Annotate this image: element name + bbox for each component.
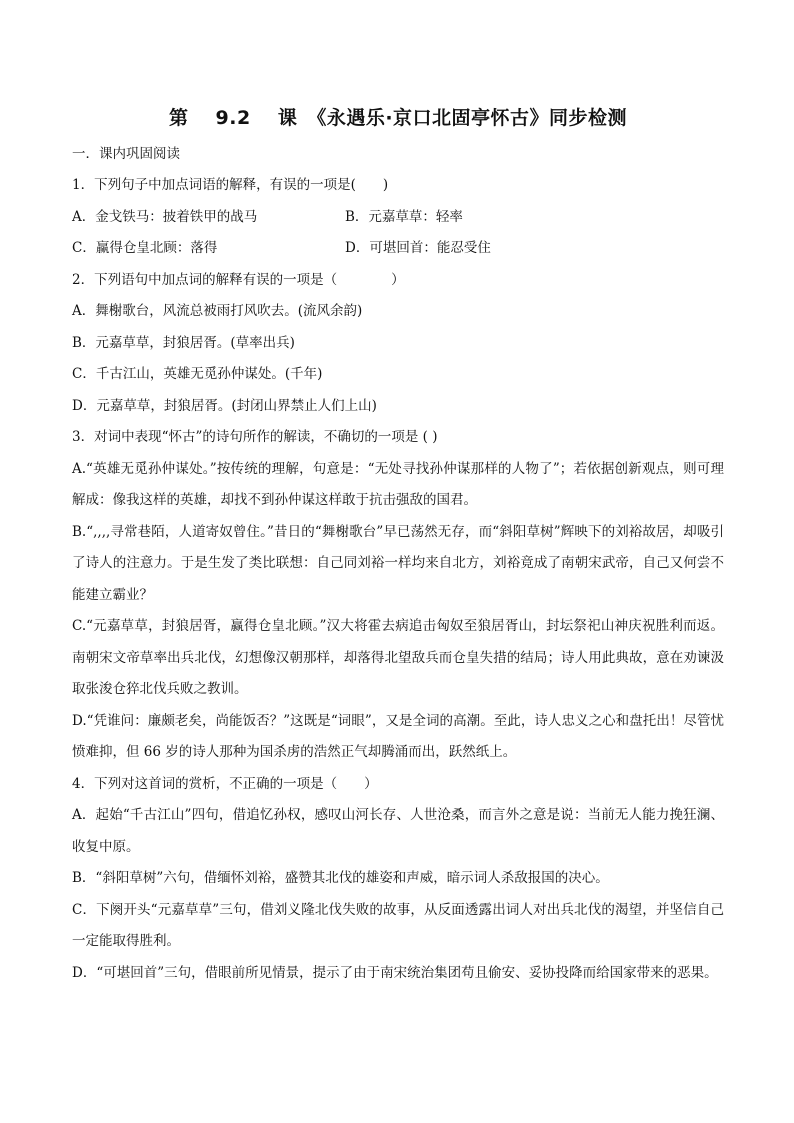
question-stem: 3．对词中表现“怀古”的诗句所作的解读，不确切的一项是 ( ) — [72, 429, 438, 445]
option-a: A.“英雄无觅孙仲谋处。”按传统的理解，句意是：“无处寻找孙仲谋那样的人物了”；若依据创新观点，则可理解成：像我这样的英雄，却找不到孙仲谋这样敢于抗击强敌的国君。 — [72, 460, 724, 508]
question-1 — [72, 170, 724, 265]
option-d: D．元嘉草草，封狼居胥。(封闭山界禁止人们上山) — [72, 397, 377, 414]
option-c: C.“元嘉草草，封狼居胥，赢得仓皇北顾。”汉大将霍去病追击匈奴至狼居胥山，封坛祭祀山神庆祝胜利而返。南朝宋文帝草率出兵北伐，幻想像汉朝那样，却落得北望敌兵而仓皇失措的结局；诗人用此典故，意在劝谏汲取张浚仓猝北伐兵败之教训。 — [72, 618, 724, 697]
section-heading: 一．课内巩固阅读 — [72, 146, 180, 162]
option-b: B.“,,,,寻常巷陌，人道寄奴曾住。”昔日的“舞榭歌台”早已荡然无存，而“斜阳草树”辉映下的刘裕故居，却吸引了诗人的注意力。于是生发了类比联想：自己同刘裕一样均来自北方，刘裕竟成了南朝宋武帝，自己又何尝不能建立霸业？ — [72, 523, 724, 603]
option-a: A．金戈铁马：披着铁甲的战马 — [72, 208, 258, 225]
option-a: A．起始“千古江山”四句，借追忆孙权，感叹山河长存、人世沧桑，而言外之意是说：当前无人能力挽狂澜、收复中原。 — [72, 807, 724, 855]
document-page — [72, 104, 724, 989]
question-stem: 2．下列语句中加点词的解释有误的一项是（ ） — [72, 271, 405, 288]
option-c: C．下阕开头“元嘉草草”三句，借刘义隆北伐失败的故事，从反面透露出词人对出兵北伐的渴望，并坚信自己一定能取得胜利。 — [72, 901, 724, 949]
option-c: C．千古江山，英雄无觅孙仲谋处。(千年) — [72, 366, 323, 382]
option-row — [72, 233, 724, 265]
option-b: B．“斜阳草树”六句，借缅怀刘裕，盛赞其北伐的雄姿和声威，暗示词人杀敌报国的决心。 — [72, 870, 609, 886]
option-b: B．元嘉草草：轻率 — [345, 208, 463, 225]
option-c: C．赢得仓皇北顾：落得 — [72, 240, 218, 256]
option-row — [72, 202, 724, 234]
option-d: D.“凭谁问：廉颇老矣，尚能饭否？”这既是“词眼”，又是全词的高潮。至此，诗人忠义之心和盘托出！尽管忧愤难抑，但 66 岁的诗人那种为国杀虏的浩然正气却腾涌而出，跃然纸上。 — [72, 712, 724, 760]
question-4 — [72, 769, 724, 990]
question-stem: 4．下列对这首词的赏析，不正确的一项是（ ） — [72, 775, 378, 792]
question-3 — [72, 422, 724, 769]
option-d: D．可堪回首：能忍受住 — [345, 240, 491, 256]
page-title: 第 9.2 课 《永遇乐·京口北固亭怀古》同步检测 — [168, 107, 628, 129]
option-d: D．“可堪回首”三句，借眼前所见情景，提示了由于南宋统治集团苟且偷安、妥协投降而给国家带来的恶果。 — [72, 964, 718, 981]
option-b: B．元嘉草草，封狼居胥。(草率出兵) — [72, 334, 295, 351]
question-stem: 1．下列句子中加点词语的解释，有误的一项是( ) — [72, 177, 389, 193]
option-a: A．舞榭歌台，风流总被雨打风吹去。(流风余韵) — [72, 303, 363, 319]
question-2 — [72, 265, 724, 423]
